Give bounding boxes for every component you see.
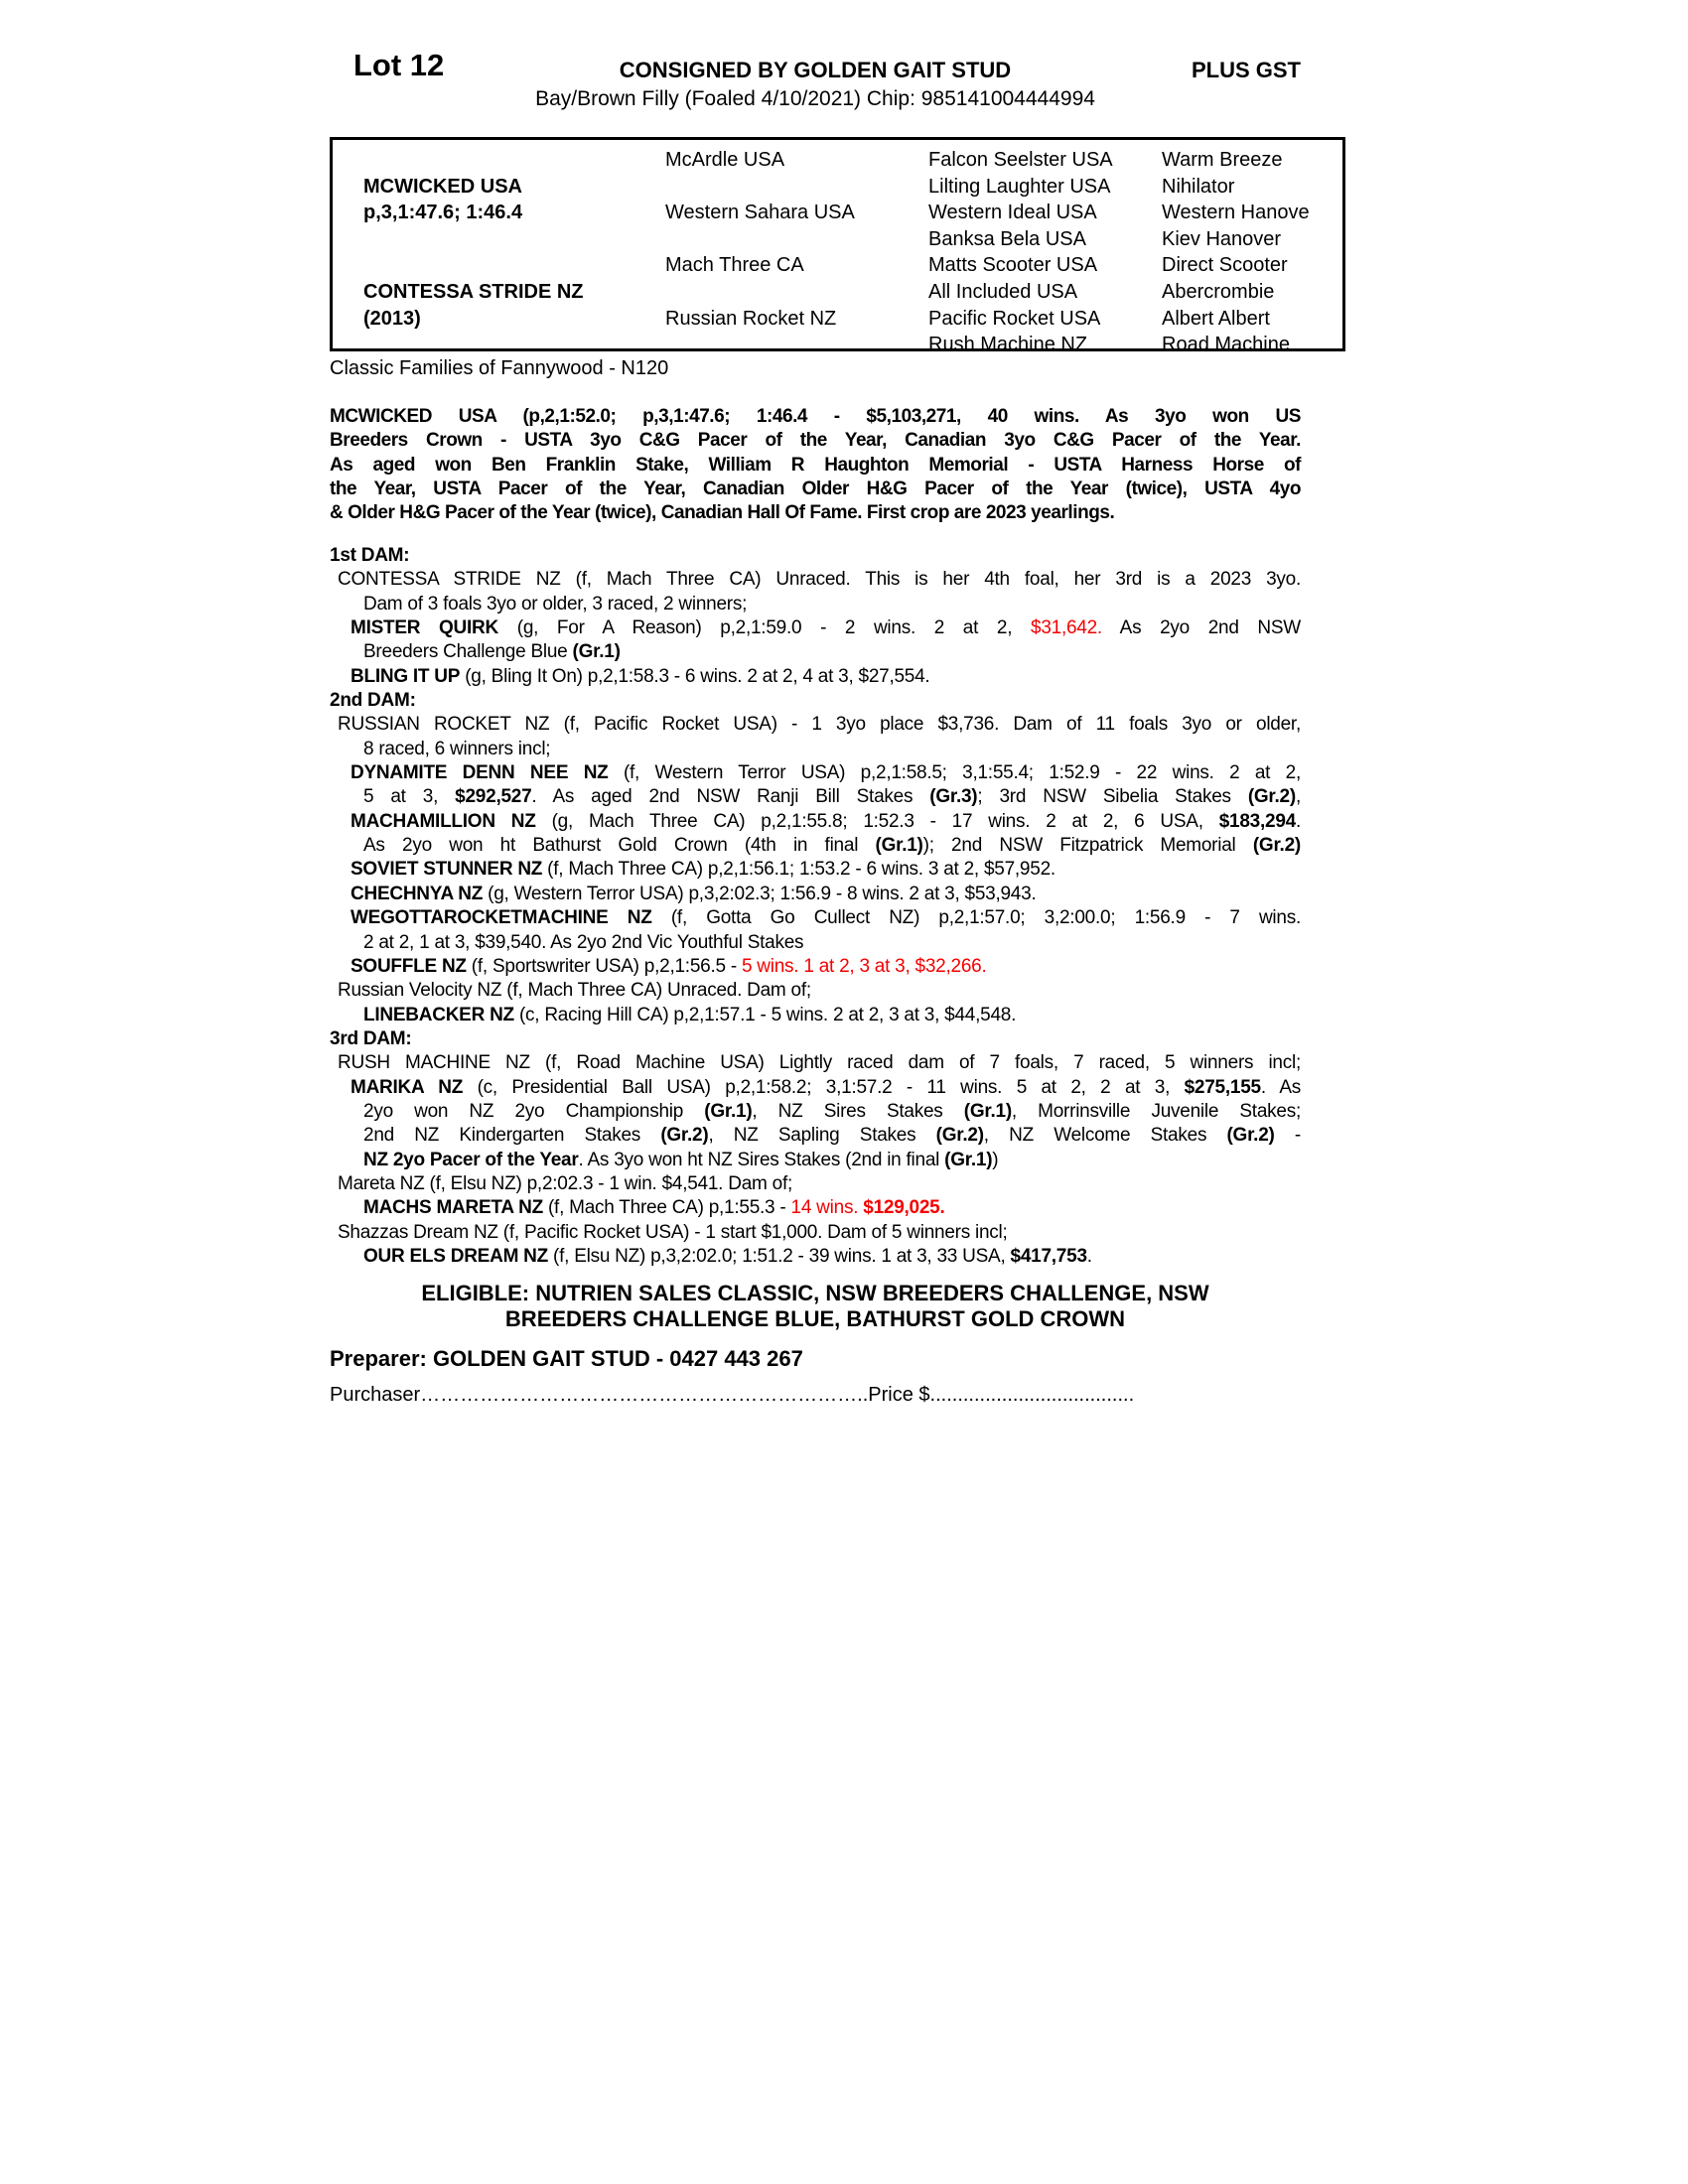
purchaser-line: [330, 1384, 1134, 1407]
pedigree-text-segment: , NZ Sapling Stakes: [708, 1125, 936, 1147]
eligibility-note: [330, 1281, 1301, 1332]
pedigree-text-segment: MACHAMILLION NZ: [351, 810, 536, 832]
highlighted-red-text: 14 wins.: [790, 1197, 864, 1219]
pedigree-text-segment: Dam of 3 foals 3yo or older, 3 raced, 2 winners;: [363, 593, 748, 614]
sire-summary-paragraph: [330, 405, 1301, 526]
pedigree-text-segment: .: [1295, 810, 1301, 832]
pedigree-cell: Rush Machine NZ: [928, 334, 1088, 356]
pedigree-text-segment: (f, Gotta Go Cullect NZ) p,2,1:57.0; 3,2:00.0; 1:56.9 - 7 wins.: [651, 907, 1301, 929]
page-content: [330, 0, 1310, 2184]
pedigree-cell: Nihilator: [1162, 175, 1235, 198]
lot-number: Lot 12: [353, 48, 445, 82]
pedigree-text-segment: (Gr.2): [935, 1125, 984, 1147]
pedigree-text-segment: WEGOTTAROCKETMACHINE NZ: [351, 907, 652, 929]
eligibility-line-1: ELIGIBLE: NUTRIEN SALES CLASSIC, NSW BREEDERS CHALLENGE, NSW: [421, 1281, 1209, 1305]
pedigree-text-segment: -: [1274, 1125, 1301, 1147]
pedigree-text-segment: As 2yo won ht Bathurst Gold Crown (4th in final: [363, 835, 876, 857]
pedigree-row: [333, 252, 1342, 279]
pedigree-cell: Western Sahara USA: [665, 202, 855, 224]
pedigree-text-segment: BLING IT UP: [351, 665, 461, 687]
pedigree-row: [333, 306, 1342, 333]
pedigree-text-segment: SOUFFLE NZ: [351, 955, 467, 977]
pedigree-text-segment: Shazzas Dream NZ (f, Pacific Rocket USA) - 1 start $1,000. Dam of 5 winners incl;: [338, 1221, 1008, 1243]
pedigree-cell: All Included USA: [928, 280, 1078, 303]
sire-summary-line: & Older H&G Pacer of the Year (twice), Canadian Hall Of Fame. First crop are 2023 yearlings.: [330, 502, 1115, 524]
pedigree-text-segment: 2nd NZ Kindergarten Stakes: [363, 1125, 661, 1147]
pedigree-text-line: [330, 640, 1301, 664]
pedigree-text-line: [330, 616, 1301, 640]
pedigree-cell: Falcon Seelster USA: [928, 149, 1113, 171]
horse-description: Bay/Brown Filly (Foaled 4/10/2021) Chip: 985141004444994: [535, 87, 1095, 110]
pedigree-text-segment: $292,527: [455, 786, 532, 808]
pedigree-cell: Direct Scooter: [1162, 254, 1288, 277]
pedigree-cell: Western Hanove: [1162, 202, 1310, 224]
pedigree-text-line: [330, 568, 1301, 592]
pedigree-cell: Warm Breeze: [1162, 149, 1283, 171]
pedigree-details: [330, 544, 1301, 1269]
pedigree-text-line: [330, 1004, 1301, 1027]
pedigree-text-segment: (Gr.1): [572, 641, 621, 663]
pedigree-text-segment: (c, Presidential Ball USA) p,2,1:58.2; 3,1:57.2 - 11 wins. 5 at 2, 2 at 3,: [463, 1076, 1185, 1098]
pedigree-row: [333, 200, 1342, 226]
pedigree-text-segment: 1st DAM:: [330, 545, 410, 566]
pedigree-text-segment: LINEBACKER NZ: [363, 1004, 514, 1025]
pedigree-text-segment: OUR ELS DREAM NZ: [363, 1245, 548, 1267]
pedigree-text-segment: (Gr.1): [875, 835, 923, 857]
pedigree-text-segment: (c, Racing Hill CA) p,2,1:57.1 - 5 wins. 2 at 2, 3 at 3, $44,548.: [513, 1004, 1017, 1025]
pedigree-cell: Russian Rocket NZ: [665, 307, 837, 330]
pedigree-text-line: [330, 665, 1301, 689]
pedigree-cell: Pacific Rocket USA: [928, 307, 1101, 330]
pedigree-text-segment: (f, Mach Three CA) p,2,1:56.1; 1:53.2 - 6 wins. 3 at 2, $57,952.: [542, 859, 1055, 881]
pedigree-cell: McArdle USA: [665, 149, 785, 171]
pedigree-text-line: [330, 883, 1301, 906]
pedigree-text-line: [330, 1149, 1301, 1172]
pedigree-text-line: [330, 689, 1301, 713]
pedigree-text-segment: ): [992, 1149, 999, 1170]
pedigree-text-segment: , NZ Sires Stakes: [752, 1100, 964, 1122]
pedigree-row: [333, 147, 1342, 174]
pedigree-text-segment: (Gr.2): [660, 1125, 709, 1147]
pedigree-text-segment: (Gr.1): [944, 1149, 993, 1170]
purchaser-label: Purchaser: [330, 1384, 421, 1406]
pedigree-text-segment: . As: [1260, 1076, 1301, 1098]
pedigree-text-segment: Russian Velocity NZ (f, Mach Three CA) Unraced. Dam of;: [338, 980, 811, 1002]
eligibility-line-2: BREEDERS CHALLENGE BLUE, BATHURST GOLD CROWN: [504, 1306, 1126, 1331]
pedigree-cell: Matts Scooter USA: [928, 254, 1098, 277]
pedigree-text-segment: ; 3rd NSW Sibelia Stakes: [977, 786, 1248, 808]
pedigree-cell: MCWICKED USA: [363, 175, 522, 198]
pedigree-table: [330, 137, 1345, 356]
pedigree-text-line: [330, 1196, 1301, 1220]
pedigree-text-line: [330, 738, 1301, 761]
pedigree-text-segment: ); 2nd NSW Fitzpatrick Memorial: [922, 835, 1253, 857]
highlighted-red-text: $31,642.: [1031, 617, 1102, 639]
pedigree-text-segment: (Gr.2): [1252, 835, 1301, 857]
pedigree-cell: p,3,1:47.6; 1:46.4: [363, 202, 523, 224]
highlighted-red-text: 5 wins. 1 at 2, 3 at 3, $32,266.: [741, 955, 987, 977]
pedigree-cell: (2013): [363, 307, 421, 330]
pedigree-text-segment: MACHS MARETA NZ: [363, 1197, 543, 1219]
pedigree-text-line: [330, 955, 1301, 979]
pedigree-text-segment: 2yo won NZ 2yo Championship: [363, 1100, 705, 1122]
pedigree-text-segment: 5 at 3,: [363, 786, 456, 808]
pedigree-text-segment: (Gr.1): [963, 1100, 1012, 1122]
pedigree-text-line: [330, 906, 1301, 930]
pedigree-text-line: [330, 834, 1301, 858]
pedigree-cell: Kiev Hanover: [1162, 227, 1282, 250]
pedigree-text-segment: (Gr.1): [704, 1100, 753, 1122]
sire-summary-line: As aged won Ben Franklin Stake, William R Haughton Memorial - USTA Harness Horse of: [330, 454, 1301, 476]
pedigree-row: [333, 226, 1342, 253]
pedigree-text-segment: As 2yo 2nd NSW: [1101, 617, 1301, 639]
sire-summary-line: MCWICKED USA (p,2,1:52.0; p,3,1:47.6; 1:46.4 - $5,103,271, 40 wins. As 3yo won US: [330, 406, 1301, 427]
pedigree-cell: Mach Three CA: [665, 254, 804, 277]
pedigree-text-segment: (Gr.3): [929, 786, 978, 808]
pedigree-text-segment: (f, Western Terror USA) p,2,1:58.5; 3,1:55.4; 1:52.9 - 22 wins. 2 at 2,: [608, 762, 1301, 784]
pedigree-text-line: [330, 785, 1301, 809]
pedigree-text-line: [330, 544, 1301, 568]
pedigree-cell: Abercrombie: [1162, 280, 1275, 303]
purchaser-dotted-line: …………………………………………………………..: [420, 1384, 869, 1406]
pedigree-text-segment: (Gr.2): [1226, 1125, 1275, 1147]
pedigree-text-segment: $183,294: [1218, 810, 1296, 832]
pedigree-text-segment: . As aged 2nd NSW Ranji Bill Stakes: [531, 786, 930, 808]
pedigree-text-segment: (Gr.2): [1247, 786, 1296, 808]
pedigree-text-line: [330, 1124, 1301, 1148]
price-dotted-line: .....................................: [929, 1384, 1135, 1406]
pedigree-text-segment: 2nd DAM:: [330, 690, 416, 712]
pedigree-text-segment: DYNAMITE DENN NEE NZ: [351, 762, 609, 784]
pedigree-text-line: [330, 1076, 1301, 1100]
pedigree-text-line: [330, 979, 1301, 1003]
gst-note: PLUS GST: [1191, 58, 1301, 82]
pedigree-text-segment: RUSSIAN ROCKET NZ (f, Pacific Rocket USA) - 1 3yo place $3,736. Dam of 11 foals 3yo or older,: [338, 714, 1301, 736]
pedigree-text-segment: (g, For A Reason) p,2,1:59.0 - 2 wins. 2 at 2,: [498, 617, 1031, 639]
pedigree-text-line: [330, 1221, 1301, 1245]
pedigree-cell: Albert Albert: [1162, 307, 1270, 330]
pedigree-text-segment: (f, Elsu NZ) p,3,2:02.0; 1:51.2 - 39 wins. 1 at 3, 33 USA,: [548, 1245, 1011, 1267]
sire-summary-line: the Year, USTA Pacer of the Year, Canadian Older H&G Pacer of the Year (twice), USTA 4yo: [330, 478, 1301, 500]
pedigree-cell: CONTESSA STRIDE NZ: [363, 280, 584, 303]
pedigree-text-segment: (g, Western Terror USA) p,3,2:02.3; 1:56.9 - 8 wins. 2 at 3, $53,943.: [483, 883, 1037, 904]
pedigree-text-segment: ,: [1295, 786, 1301, 808]
pedigree-text-segment: , NZ Welcome Stakes: [983, 1125, 1227, 1147]
pedigree-text-segment: (g, Mach Three CA) p,2,1:55.8; 1:52.3 - 17 wins. 2 at 2, 6 USA,: [535, 810, 1219, 832]
pedigree-row: [333, 332, 1342, 358]
pedigree-row: [333, 279, 1342, 306]
pedigree-text-segment: $275,155: [1184, 1076, 1261, 1098]
pedigree-text-segment: MISTER QUIRK: [351, 617, 498, 639]
pedigree-text-segment: CHECHNYA NZ: [351, 883, 484, 904]
pedigree-text-line: [330, 1245, 1301, 1269]
highlighted-red-text: $129,025.: [863, 1197, 945, 1219]
pedigree-text-line: [330, 713, 1301, 737]
pedigree-text-segment: (f, Mach Three CA) p,1:55.3 -: [542, 1197, 791, 1219]
pedigree-text-line: [330, 858, 1301, 882]
pedigree-text-segment: 2 at 2, 1 at 3, $39,540. As 2yo 2nd Vic Youthful Stakes: [363, 931, 804, 953]
pedigree-cell: Western Ideal USA: [928, 202, 1097, 224]
sire-summary-line: Breeders Crown - USTA 3yo C&G Pacer of the Year, Canadian 3yo C&G Pacer of the Year.: [330, 430, 1301, 452]
pedigree-text-segment: Mareta NZ (f, Elsu NZ) p,2:02.3 - 1 win. $4,541. Dam of;: [338, 1172, 793, 1194]
pedigree-text-segment: , Morrinsville Juvenile Stakes;: [1011, 1100, 1301, 1122]
pedigree-text-segment: NZ 2yo Pacer of the Year: [363, 1149, 579, 1170]
pedigree-text-segment: RUSH MACHINE NZ (f, Road Machine USA) Lightly raced dam of 7 foals, 7 raced, 5 winners incl;: [338, 1052, 1301, 1074]
pedigree-text-segment: . As 3yo won ht NZ Sires Stakes (2nd in final: [578, 1149, 945, 1170]
pedigree-text-segment: CONTESSA STRIDE NZ (f, Mach Three CA) Unraced. This is her 4th foal, her 3rd is a 2023 3yo.: [338, 569, 1301, 591]
price-label: Price $: [868, 1384, 930, 1406]
family-note: Classic Families of Fannywood - N120: [330, 357, 669, 379]
pedigree-text-segment: (f, Sportswriter USA) p,2,1:56.5 -: [466, 955, 742, 977]
pedigree-text-segment: (g, Bling It On) p,2,1:58.3 - 6 wins. 2 at 2, 4 at 3, $27,554.: [460, 665, 930, 687]
pedigree-cell: Road Machine: [1162, 334, 1290, 356]
pedigree-text-segment: Breeders Challenge Blue: [363, 641, 573, 663]
pedigree-text-segment: 8 raced, 6 winners incl;: [363, 738, 551, 759]
pedigree-text-line: [330, 761, 1301, 785]
pedigree-text-segment: 3rd DAM:: [330, 1027, 412, 1049]
pedigree-row: [333, 174, 1342, 201]
pedigree-text-line: [330, 931, 1301, 955]
pedigree-text-segment: .: [1086, 1245, 1092, 1267]
pedigree-text-line: [330, 1172, 1301, 1196]
pedigree-cell: Lilting Laughter USA: [928, 175, 1111, 198]
pedigree-rows: [333, 140, 1342, 358]
pedigree-text-line: [330, 1027, 1301, 1051]
pedigree-text-segment: MARIKA NZ: [351, 1076, 464, 1098]
pedigree-text-segment: SOVIET STUNNER NZ: [351, 859, 543, 881]
consignor-line: CONSIGNED BY GOLDEN GAIT STUD: [619, 58, 1012, 82]
pedigree-text-segment: $417,753: [1010, 1245, 1087, 1267]
pedigree-text-line: [330, 1051, 1301, 1075]
pedigree-cell: Banksa Bela USA: [928, 227, 1086, 250]
pedigree-text-line: [330, 810, 1301, 834]
pedigree-text-line: [330, 593, 1301, 616]
preparer-line: Preparer: GOLDEN GAIT STUD - 0427 443 267: [330, 1346, 803, 1371]
pedigree-text-line: [330, 1100, 1301, 1124]
